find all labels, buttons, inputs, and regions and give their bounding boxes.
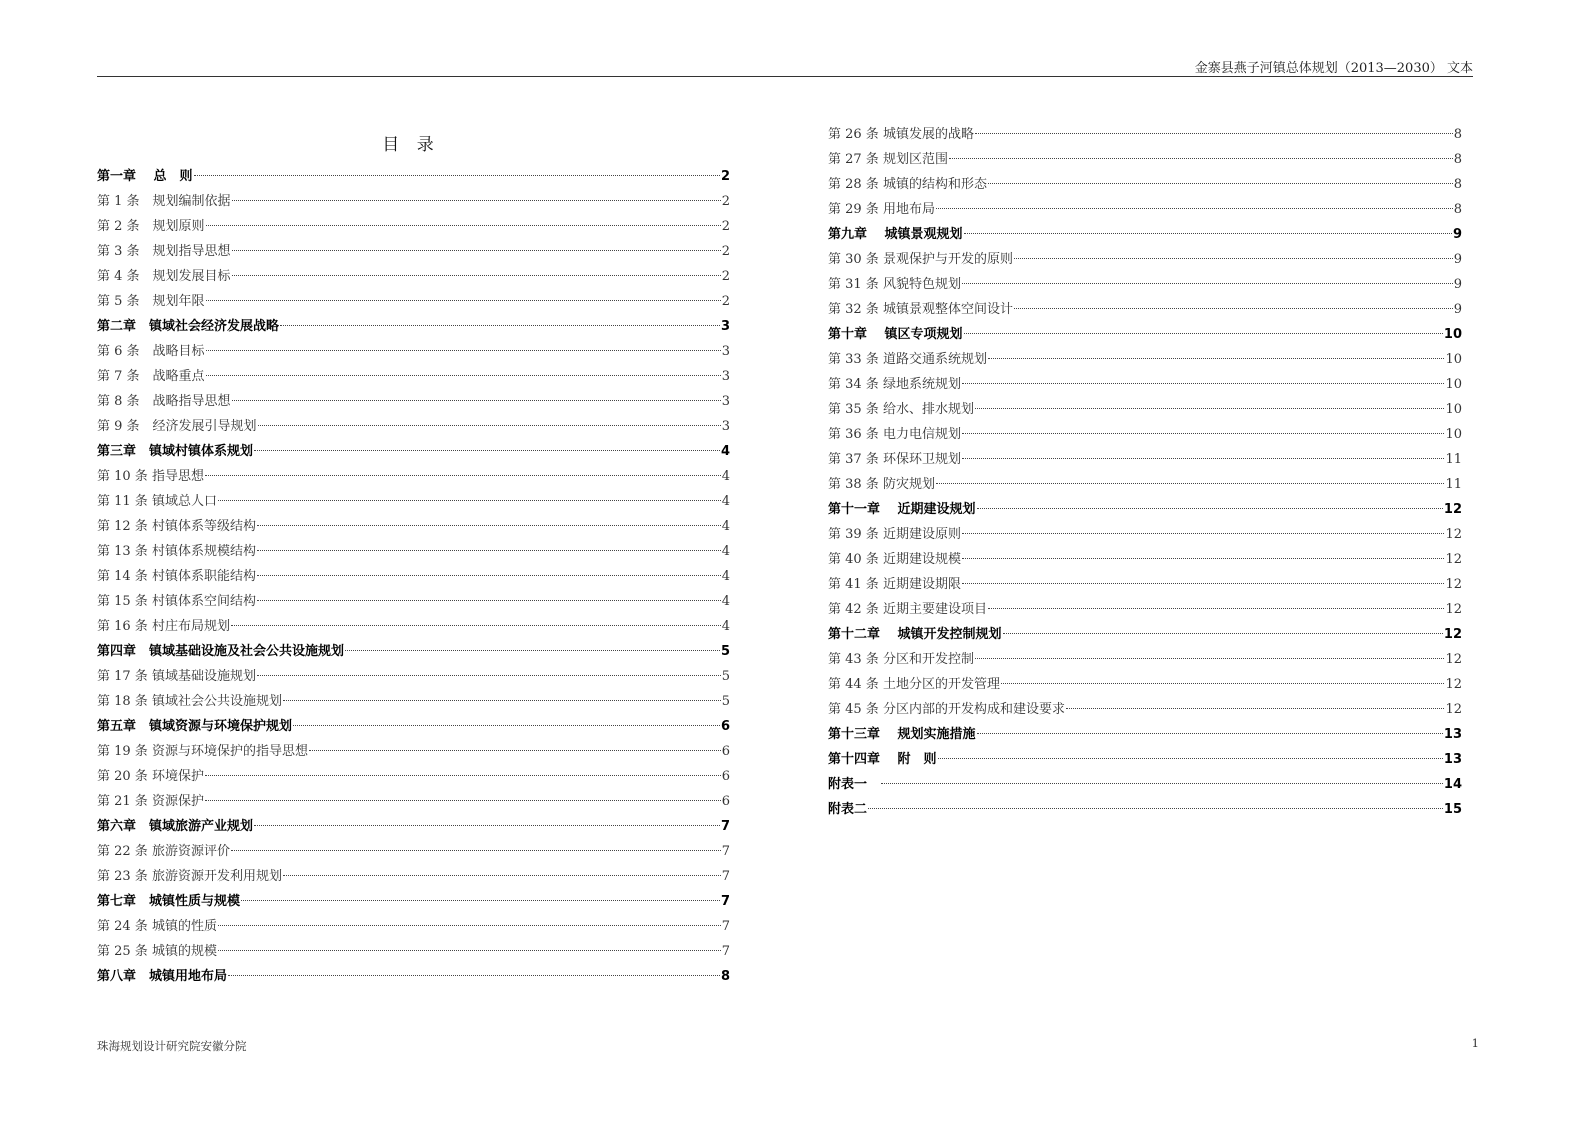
toc-entry-page: 2	[721, 194, 730, 209]
toc-entry-label: 第 41 条 近期建设期限	[828, 577, 961, 592]
dot-leader	[964, 333, 1443, 334]
toc-entry-page: 8	[1453, 152, 1462, 167]
toc-article-entry[interactable]	[828, 172, 1462, 197]
toc-article-entry[interactable]	[97, 489, 730, 514]
toc-chapter-entry[interactable]	[828, 797, 1462, 822]
toc-entry-label: 第 13 条 村镇体系规模结构	[97, 544, 256, 559]
toc-title: 目 录	[382, 135, 440, 155]
toc-entry-page: 12	[1443, 502, 1462, 517]
toc-article-entry[interactable]	[97, 789, 730, 814]
toc-entry-label: 第五章 镇域资源与环境保护规划	[97, 719, 293, 734]
dot-leader	[231, 850, 721, 851]
dot-leader	[283, 700, 721, 701]
toc-entry-page: 12	[1445, 552, 1462, 567]
dot-leader	[218, 950, 721, 951]
toc-article-entry[interactable]	[828, 122, 1462, 147]
dot-leader	[1001, 683, 1445, 684]
toc-article-entry[interactable]	[828, 247, 1462, 272]
toc-article-entry[interactable]	[97, 564, 730, 589]
toc-entry-page: 2	[721, 294, 730, 309]
toc-entry-label: 第 4 条 规划发展目标	[97, 269, 231, 284]
toc-article-entry[interactable]	[828, 697, 1462, 722]
toc-entry-page: 7	[721, 844, 730, 859]
toc-entry-page: 15	[1443, 802, 1462, 817]
dot-leader	[988, 358, 1445, 359]
toc-entry-page: 2	[721, 219, 730, 234]
toc-entry-page: 8	[1453, 202, 1462, 217]
toc-chapter-entry[interactable]	[97, 714, 730, 739]
toc-article-entry[interactable]	[828, 347, 1462, 372]
dot-leader	[988, 608, 1445, 609]
toc-entry-label: 第二章 镇域社会经济发展战略	[97, 319, 280, 334]
toc-chapter-entry[interactable]	[97, 814, 730, 839]
dot-leader	[977, 733, 1443, 734]
toc-article-entry[interactable]	[828, 197, 1462, 222]
toc-article-entry[interactable]	[828, 572, 1462, 597]
toc-entry-label: 第一章 总 则	[97, 169, 193, 184]
dot-leader	[988, 183, 1453, 184]
dot-leader	[345, 650, 720, 651]
toc-chapter-entry[interactable]	[828, 322, 1462, 347]
toc-entry-page: 6	[721, 744, 730, 759]
dot-leader	[257, 600, 721, 601]
toc-entry-label: 第 24 条 城镇的性质	[97, 919, 217, 934]
dot-leader	[1003, 633, 1443, 634]
dot-leader	[280, 325, 720, 326]
dot-leader	[962, 458, 1445, 459]
toc-article-entry[interactable]	[97, 664, 730, 689]
toc-article-entry[interactable]	[97, 914, 730, 939]
toc-entry-label: 第 16 条 村庄布局规划	[97, 619, 230, 634]
dot-leader	[283, 875, 721, 876]
toc-entry-page: 3	[721, 344, 730, 359]
toc-entry-label: 第十三章 规划实施措施	[828, 727, 976, 742]
toc-entry-label: 第九章 城镇景观规划	[828, 227, 963, 242]
dot-leader	[881, 783, 1443, 784]
toc-entry-page: 12	[1445, 577, 1462, 592]
toc-article-entry[interactable]	[828, 372, 1462, 397]
toc-article-entry[interactable]	[97, 939, 730, 964]
dot-leader	[232, 200, 721, 201]
toc-entry-page: 3	[720, 319, 730, 334]
toc-article-entry[interactable]	[97, 214, 730, 239]
dot-leader	[232, 400, 721, 401]
toc-entry-label: 第三章 镇域村镇体系规划	[97, 444, 254, 459]
toc-entry-label: 第 17 条 镇域基础设施规划	[97, 669, 256, 684]
toc-entry-page: 5	[720, 644, 730, 659]
toc-entry-label: 第十二章 城镇开发控制规划	[828, 627, 1002, 642]
toc-entry-label: 第 44 条 土地分区的开发管理	[828, 677, 1000, 692]
footer-page-number: 1	[1471, 1036, 1479, 1050]
toc-entry-label: 第四章 镇域基础设施及社会公共设施规划	[97, 644, 345, 659]
toc-entry-label: 第 5 条 规划年限	[97, 294, 205, 309]
dot-leader	[1014, 308, 1453, 309]
toc-entry-label: 第 14 条 村镇体系职能结构	[97, 569, 256, 584]
toc-entry-label: 第 28 条 城镇的结构和形态	[828, 177, 987, 192]
dot-leader	[936, 483, 1445, 484]
toc-entry-page: 12	[1445, 652, 1462, 667]
toc-article-entry[interactable]	[97, 189, 730, 214]
toc-entry-page: 14	[1443, 777, 1462, 792]
dot-leader	[218, 500, 721, 501]
toc-entry-page: 8	[1453, 177, 1462, 192]
dot-leader	[194, 175, 720, 176]
toc-entry-label: 第 33 条 道路交通系统规划	[828, 352, 987, 367]
dot-leader	[232, 250, 721, 251]
toc-entry-label: 第 22 条 旅游资源评价	[97, 844, 230, 859]
toc-article-entry[interactable]	[828, 147, 1462, 172]
toc-entry-label: 第 6 条 战略目标	[97, 344, 205, 359]
toc-article-entry[interactable]	[828, 272, 1462, 297]
toc-entry-label: 第 39 条 近期建设原则	[828, 527, 961, 542]
dot-leader	[962, 558, 1445, 559]
toc-article-entry[interactable]	[97, 764, 730, 789]
toc-chapter-entry[interactable]	[97, 164, 730, 189]
dot-leader	[962, 433, 1445, 434]
dot-leader	[231, 625, 721, 626]
toc-entry-page: 9	[1453, 277, 1462, 292]
toc-entry-label: 第 21 条 资源保护	[97, 794, 204, 809]
dot-leader	[293, 725, 720, 726]
toc-chapter-entry[interactable]	[828, 622, 1462, 647]
toc-entry-page: 12	[1445, 527, 1462, 542]
toc-article-entry[interactable]	[828, 397, 1462, 422]
toc-entry-label: 第 19 条 资源与环境保护的指导思想	[97, 744, 308, 759]
dot-leader	[254, 450, 720, 451]
toc-chapter-entry[interactable]	[97, 889, 730, 914]
toc-entry-label: 第 2 条 规划原则	[97, 219, 205, 234]
toc-entry-label: 第八章 城镇用地布局	[97, 969, 228, 984]
dot-leader	[241, 900, 720, 901]
dot-leader	[977, 508, 1443, 509]
toc-entry-page: 3	[721, 394, 730, 409]
dot-leader	[206, 350, 721, 351]
toc-article-entry[interactable]	[97, 839, 730, 864]
toc-entry-page: 7	[721, 869, 730, 884]
toc-entry-label: 第 23 条 旅游资源开发利用规划	[97, 869, 282, 884]
toc-entry-page: 12	[1445, 677, 1462, 692]
toc-article-entry[interactable]	[97, 239, 730, 264]
dot-leader	[936, 208, 1453, 209]
dot-leader	[257, 675, 721, 676]
toc-entry-page: 8	[720, 969, 730, 984]
toc-entry-page: 6	[721, 794, 730, 809]
toc-article-entry[interactable]	[97, 464, 730, 489]
toc-entry-label: 第 1 条 规划编制依据	[97, 194, 231, 209]
toc-article-entry[interactable]	[97, 264, 730, 289]
toc-entry-label: 第 37 条 环保环卫规划	[828, 452, 961, 467]
dot-leader	[254, 825, 720, 826]
dot-leader	[257, 550, 721, 551]
toc-entry-page: 4	[721, 569, 730, 584]
toc-entry-page: 6	[721, 769, 730, 784]
toc-entry-label: 第 8 条 战略指导思想	[97, 394, 231, 409]
toc-entry-page: 7	[721, 919, 730, 934]
toc-article-entry[interactable]	[828, 647, 1462, 672]
toc-article-entry[interactable]	[97, 339, 730, 364]
toc-entry-page: 8	[1453, 127, 1462, 142]
toc-entry-page: 3	[721, 369, 730, 384]
document-header-title: 金寨县燕子河镇总体规划（2013—2030） 文本	[1194, 61, 1473, 76]
toc-entry-page: 4	[721, 544, 730, 559]
toc-entry-label: 第 29 条 用地布局	[828, 202, 935, 217]
toc-entry-label: 第 32 条 城镇景观整体空间设计	[828, 302, 1013, 317]
dot-leader	[218, 925, 721, 926]
toc-article-entry[interactable]	[97, 364, 730, 389]
toc-article-entry[interactable]	[97, 389, 730, 414]
dot-leader	[205, 475, 721, 476]
toc-entry-page: 4	[721, 619, 730, 634]
toc-entry-page: 9	[1452, 227, 1462, 242]
toc-entry-label: 第 10 条 指导思想	[97, 469, 204, 484]
toc-entry-page: 4	[721, 469, 730, 484]
toc-entry-page: 4	[721, 494, 730, 509]
toc-entry-page: 13	[1443, 752, 1462, 767]
toc-entry-page: 2	[720, 169, 730, 184]
dot-leader	[257, 575, 721, 576]
dot-leader	[938, 758, 1443, 759]
dot-leader	[868, 808, 1443, 809]
toc-chapter-entry[interactable]	[97, 314, 730, 339]
toc-entry-label: 第 9 条 经济发展引导规划	[97, 419, 257, 434]
dot-leader	[949, 158, 1453, 159]
toc-article-entry[interactable]	[828, 597, 1462, 622]
toc-entry-page: 10	[1445, 427, 1462, 442]
toc-entry-label: 第 11 条 镇域总人口	[97, 494, 217, 509]
toc-entry-label: 第七章 城镇性质与规模	[97, 894, 241, 909]
dot-leader	[962, 533, 1445, 534]
toc-left-column	[97, 164, 730, 989]
toc-entry-label: 第 12 条 村镇体系等级结构	[97, 519, 256, 534]
toc-entry-label: 第十章 镇区专项规划	[828, 327, 963, 342]
toc-entry-label: 第 38 条 防灾规划	[828, 477, 935, 492]
toc-chapter-entry[interactable]	[828, 772, 1462, 797]
toc-entry-page: 2	[721, 244, 730, 259]
toc-entry-page: 5	[721, 669, 730, 684]
toc-article-entry[interactable]	[97, 614, 730, 639]
toc-chapter-entry[interactable]	[97, 964, 730, 989]
toc-entry-page: 10	[1445, 402, 1462, 417]
toc-entry-page: 11	[1445, 477, 1462, 492]
toc-article-entry[interactable]	[97, 514, 730, 539]
dot-leader	[257, 525, 721, 526]
toc-entry-page: 12	[1443, 627, 1462, 642]
dot-leader	[206, 225, 721, 226]
toc-entry-page: 13	[1443, 727, 1462, 742]
dot-leader	[975, 658, 1445, 659]
toc-entry-label: 第 7 条 战略重点	[97, 369, 205, 384]
toc-entry-page: 4	[721, 519, 730, 534]
toc-entry-page: 7	[720, 819, 730, 834]
toc-entry-label: 第十一章 近期建设规划	[828, 502, 976, 517]
dot-leader	[228, 975, 720, 976]
toc-entry-page: 2	[721, 269, 730, 284]
toc-entry-page: 3	[721, 419, 730, 434]
toc-article-entry[interactable]	[97, 864, 730, 889]
toc-entry-page: 10	[1445, 352, 1462, 367]
toc-entry-label: 第六章 镇域旅游产业规划	[97, 819, 254, 834]
toc-entry-page: 10	[1443, 327, 1462, 342]
dot-leader	[206, 300, 721, 301]
toc-entry-label: 第 3 条 规划指导思想	[97, 244, 231, 259]
toc-article-entry[interactable]	[828, 672, 1462, 697]
toc-entry-label: 第 27 条 规划区范围	[828, 152, 948, 167]
toc-entry-page: 7	[720, 894, 730, 909]
toc-article-entry[interactable]	[97, 539, 730, 564]
dot-leader	[232, 275, 721, 276]
toc-entry-label: 第 43 条 分区和开发控制	[828, 652, 974, 667]
toc-chapter-entry[interactable]	[828, 222, 1462, 247]
toc-article-entry[interactable]	[97, 589, 730, 614]
toc-entry-label: 第 40 条 近期建设规模	[828, 552, 961, 567]
toc-article-entry[interactable]	[828, 297, 1462, 322]
dot-leader	[964, 233, 1452, 234]
toc-entry-label: 第 34 条 绿地系统规划	[828, 377, 961, 392]
toc-entry-page: 4	[720, 444, 730, 459]
toc-entry-label: 第 25 条 城镇的规模	[97, 944, 217, 959]
toc-entry-page: 4	[721, 594, 730, 609]
toc-entry-label: 第十四章 附 则	[828, 752, 937, 767]
toc-article-entry[interactable]	[97, 289, 730, 314]
toc-chapter-entry[interactable]	[828, 497, 1462, 522]
toc-entry-label: 附表二	[828, 802, 868, 817]
toc-chapter-entry[interactable]	[97, 639, 730, 664]
toc-entry-page: 7	[721, 944, 730, 959]
toc-chapter-entry[interactable]	[97, 439, 730, 464]
toc-entry-page: 5	[721, 694, 730, 709]
toc-entry-page: 10	[1445, 377, 1462, 392]
toc-entry-label: 第 35 条 给水、排水规划	[828, 402, 974, 417]
toc-article-entry[interactable]	[828, 422, 1462, 447]
toc-article-entry[interactable]	[828, 522, 1462, 547]
toc-entry-label: 附表一	[828, 777, 881, 792]
toc-entry-label: 第 20 条 环境保护	[97, 769, 204, 784]
footer-organization: 珠海规划设计研究院安徽分院	[97, 1039, 247, 1053]
dot-leader	[962, 583, 1445, 584]
dot-leader	[1066, 708, 1445, 709]
toc-entry-label: 第 45 条 分区内部的开发构成和建设要求	[828, 702, 1065, 717]
toc-entry-page: 12	[1445, 602, 1462, 617]
toc-entry-label: 第 18 条 镇域社会公共设施规划	[97, 694, 282, 709]
dot-leader	[962, 283, 1453, 284]
toc-entry-label: 第 31 条 风貌特色规划	[828, 277, 961, 292]
dot-leader	[258, 425, 721, 426]
toc-entry-page: 11	[1445, 452, 1462, 467]
toc-article-entry[interactable]	[828, 547, 1462, 572]
toc-entry-page: 12	[1445, 702, 1462, 717]
toc-right-column	[828, 122, 1462, 822]
toc-entry-label: 第 15 条 村镇体系空间结构	[97, 594, 256, 609]
toc-entry-label: 第 30 条 景观保护与开发的原则	[828, 252, 1013, 267]
toc-entry-label: 第 42 条 近期主要建设项目	[828, 602, 987, 617]
toc-article-entry[interactable]	[97, 739, 730, 764]
dot-leader	[206, 375, 721, 376]
dot-leader	[1014, 258, 1453, 259]
dot-leader	[975, 408, 1445, 409]
header-divider	[97, 76, 1473, 77]
dot-leader	[962, 383, 1445, 384]
toc-article-entry[interactable]	[97, 689, 730, 714]
toc-article-entry[interactable]	[828, 472, 1462, 497]
dot-leader	[205, 775, 721, 776]
toc-article-entry[interactable]	[97, 414, 730, 439]
toc-entry-page: 9	[1453, 302, 1462, 317]
toc-entry-label: 第 36 条 电力电信规划	[828, 427, 961, 442]
toc-chapter-entry[interactable]	[828, 722, 1462, 747]
toc-entry-label: 第 26 条 城镇发展的战略	[828, 127, 974, 142]
toc-entry-page: 6	[720, 719, 730, 734]
dot-leader	[205, 800, 721, 801]
dot-leader	[975, 133, 1453, 134]
toc-entry-page: 9	[1453, 252, 1462, 267]
toc-article-entry[interactable]	[828, 447, 1462, 472]
dot-leader	[309, 750, 721, 751]
toc-chapter-entry[interactable]	[828, 747, 1462, 772]
